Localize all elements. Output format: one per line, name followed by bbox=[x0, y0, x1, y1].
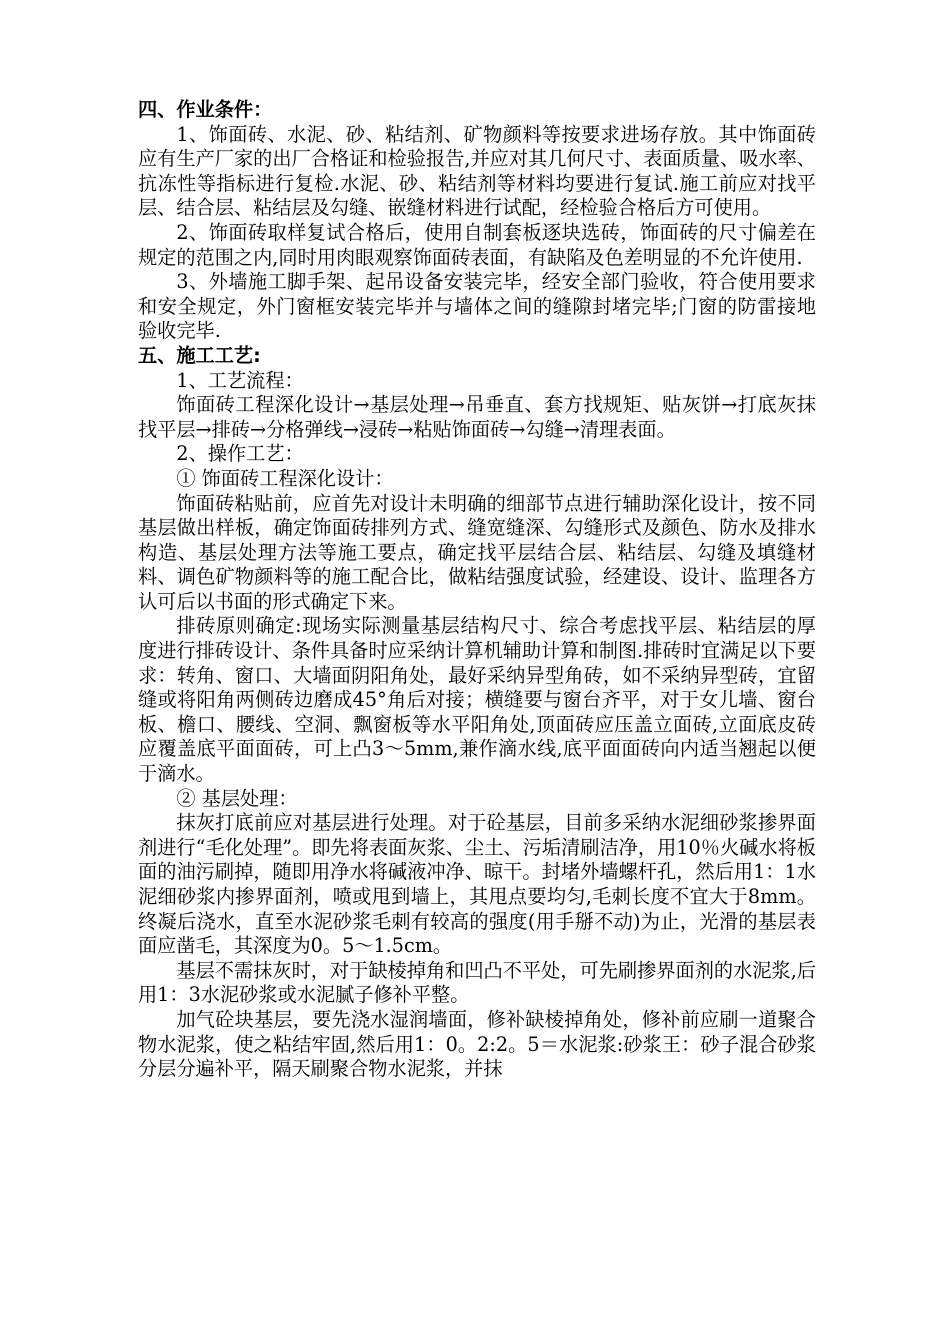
paragraph: 基层不需抹灰时，对于缺棱掉角和凹凸不平处，可先刷掺界面剂的水泥浆,后用1：3水泥砂浆或水泥腻子修补平整。 bbox=[138, 958, 816, 1007]
section-heading: 五、施工工艺: bbox=[138, 343, 261, 367]
paragraph: 2、操作工艺： bbox=[176, 442, 304, 466]
paragraph: 加气砼块基层，要先浇水湿润墙面，修补缺棱掉角处，修补前应刷一道聚合物水泥浆，使之粘结牢固,然后用1：0。2:2。5＝水泥浆:砂浆王：砂子混合砂浆分层分遍补平，隔天刷聚合物水泥浆，并抹 bbox=[138, 1007, 816, 1081]
paragraph: 饰面砖工程深化设计→基层处理→吊垂直、套方找规矩、贴灰饼→打底灰抹找平层→排砖→分格弹线→浸砖→粘贴饰面砖→勾缝→清理表面。 bbox=[138, 393, 816, 441]
paragraph: 排砖原则确定:现场实际测量基层结构尺寸、综合考虑找平层、粘结层的厚度进行排砖设计、条件具备时应采纳计算机辅助计算和制图.排砖时宜满足以下要求：转角、窗口、大墙面阴阳角处，最好采纳异型角砖，如不采纳异型砖，宜留缝或将阳角两侧砖边磨成45°角后对接；横缝要与窗台齐平，对于女儿墙、窗台板、檐口、腰线、空洞、飘窗板等水平阳角处,顶面砖应压盖立面砖,立面底皮砖应覆盖底平面面砖，可上凸3～5mm,兼作滴水线,底平面面砖向内适当翘起以便于滴水。 bbox=[138, 614, 816, 786]
paragraph: 3、外墙施工脚手架、起吊设备安装完毕，经安全部门验收，符合使用要求和安全规定，外门窗框安装完毕并与墙体之间的缝隙封堵完毕;门窗的防雷接地验收完毕. bbox=[138, 270, 816, 343]
section-work-conditions bbox=[138, 98, 816, 344]
paragraph: ① 饰面砖工程深化设计： bbox=[176, 466, 394, 490]
paragraph: 抹灰打底前应对基层进行处理。对于砼基层，目前多采纳水泥细砂浆掺界面剂进行“毛化处理”。即先将表面灰浆、尘土、污垢清刷洁净，用10％火碱水将板面的油污刷掉，随即用净水将碱液冲净、晾干。封堵外墙螺杆孔，然后用1：1水泥细砂浆内掺界面剂，喷或甩到墙上，其甩点要均匀,毛刺长度不宜大于8mm。终凝后浇水，直至水泥砂浆毛刺有较高的强度(用手掰不动)为止，光滑的基层表面应凿毛，其深度为0。5～1.5cm。 bbox=[138, 811, 816, 958]
section-construction-process bbox=[138, 344, 816, 1082]
paragraph: ② 基层处理： bbox=[176, 786, 298, 810]
document-page bbox=[138, 98, 816, 1082]
paragraph: 饰面砖粘贴前，应首先对设计未明确的细部节点进行辅助深化设计，按不同基层做出样板，确定饰面砖排列方式、缝宽缝深、勾缝形式及颜色、防水及排水构造、基层处理方法等施工要点，确定找平层结合层、粘结层、勾缝及填缝材料、调色矿物颜料等的施工配合比，做粘结强度试验，经建设、设计、监理各方认可后以书面的形式确定下来。 bbox=[138, 491, 816, 613]
section-heading: 四、作业条件： bbox=[138, 98, 273, 121]
paragraph: 1、饰面砖、水泥、砂、粘结剂、矿物颜料等按要求进场存放。其中饰面砖应有生产厂家的出厂合格证和检验报告,并应对其几何尺寸、表面质量、吸水率、抗冻性等指标进行复检.水泥、砂、粘结剂等材料均要进行复试.施工前应对找平层、结合层、粘结层及勾缝、嵌缝材料进行试配，经检验合格后方可使用。 bbox=[138, 122, 816, 220]
paragraph: 2、饰面砖取样复试合格后，使用自制套板逐块选砖，饰面砖的尺寸偏差在规定的范围之内,同时用肉眼观察饰面砖表面，有缺陷及色差明显的不允许使用. bbox=[138, 220, 816, 269]
paragraph: 1、工艺流程： bbox=[176, 368, 304, 392]
